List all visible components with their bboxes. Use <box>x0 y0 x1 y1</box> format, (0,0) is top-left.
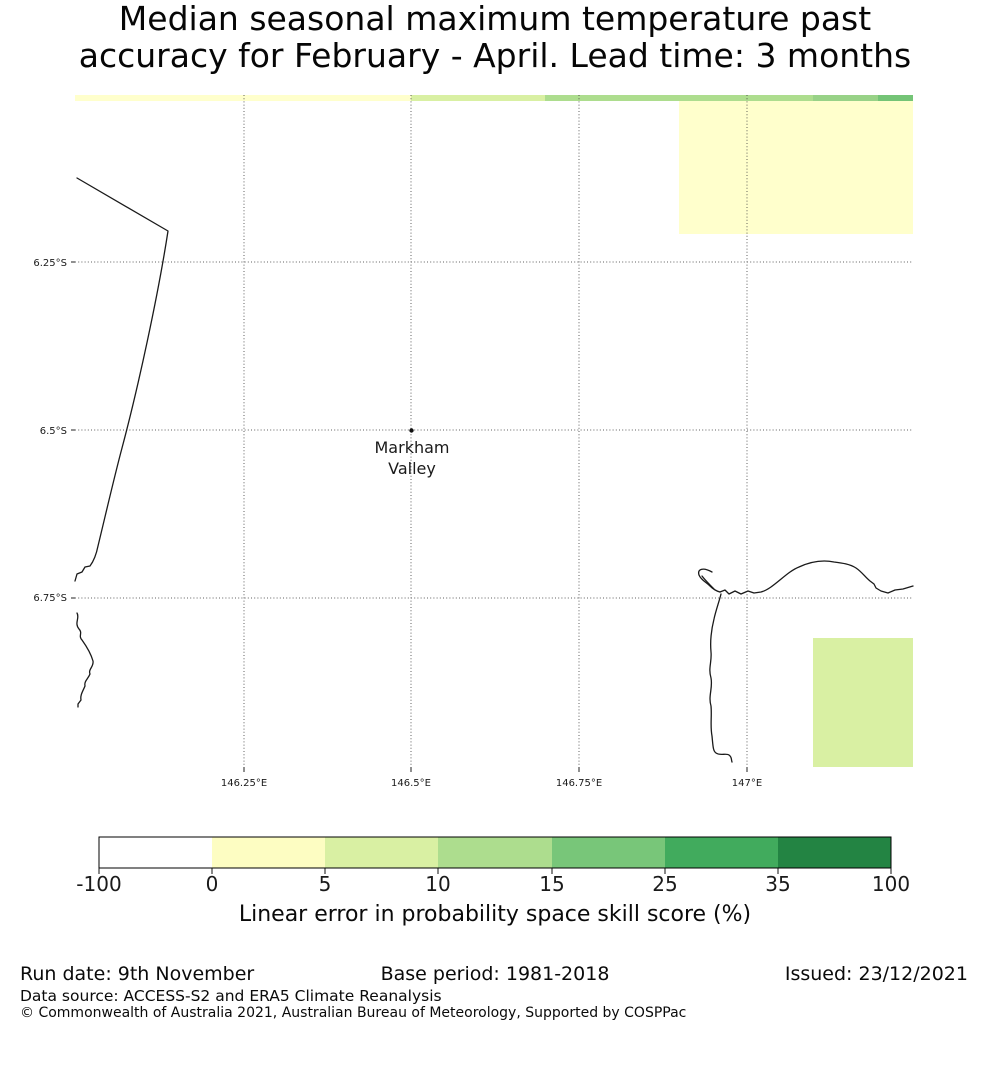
strip-cell <box>878 95 913 101</box>
colorbar-tick-label: 0 <box>205 872 219 896</box>
colorbar-segment <box>99 837 212 868</box>
colorbar-tick-label: 25 <box>652 872 678 896</box>
lon-label: 146.5°E <box>391 778 431 789</box>
colorbar-tick-label: 10 <box>425 872 451 896</box>
run-date-text: Run date: 9th November <box>20 963 255 985</box>
colorbar-tick-label: 100 <box>871 872 911 896</box>
strip-cell <box>75 95 411 101</box>
lon-label: 146.25°E <box>220 778 268 789</box>
issued-date-text: Issued: 23/12/2021 <box>784 963 968 985</box>
lat-label: 6.75°S <box>33 593 67 604</box>
copyright-text: © Commonwealth of Australia 2021, Australian Bureau of Meteorology, Supported by COSPPac <box>20 1005 687 1021</box>
lat-label: 6.25°S <box>33 258 67 269</box>
lon-axis-labels <box>221 778 762 789</box>
strip-cell <box>813 95 878 101</box>
coastlines <box>75 178 913 762</box>
place-label-line2: Valley <box>388 459 436 478</box>
strip-cell <box>411 95 545 101</box>
colorbar-tick-label: -100 <box>76 872 122 896</box>
coastline-southwest-squiggle <box>77 613 93 707</box>
coastline-huon-gulf <box>720 561 913 594</box>
coastline-hook-inlet <box>702 576 714 589</box>
lon-label: 146.75°E <box>555 778 603 789</box>
colorbar <box>0 830 990 900</box>
colorbar-segments <box>99 837 891 868</box>
coastline-northwest <box>75 178 168 581</box>
colorbar-segment <box>778 837 891 868</box>
lat-label: 6.5°S <box>39 426 67 437</box>
colorbar-tick-label: 15 <box>539 872 565 896</box>
skill-block-bottom-right <box>813 638 913 767</box>
figure-title-line2: accuracy for February - April. Lead time: 3 months <box>78 36 912 75</box>
colorbar-caption: Linear error in probability space skill score (%) <box>238 902 752 927</box>
strip-cell <box>545 95 813 101</box>
top-strip <box>75 95 913 101</box>
place-label-line1: Markham <box>374 438 450 457</box>
colorbar-segment <box>665 837 778 868</box>
base-period-text: Base period: 1981-2018 <box>380 963 610 985</box>
markham-valley-dot <box>409 428 413 432</box>
colorbar-tick-label: 5 <box>318 872 332 896</box>
coastline-hook-peninsula <box>699 569 720 592</box>
river-markham-mouth <box>710 594 732 762</box>
lon-label: 147°E <box>731 778 763 789</box>
colorbar-tick-label: 35 <box>765 872 791 896</box>
axis-ticks <box>71 262 747 772</box>
colorbar-tick-labels <box>76 872 910 896</box>
lat-axis-labels <box>33 258 67 604</box>
colorbar-segment <box>212 837 325 868</box>
colorbar-segment <box>325 837 438 868</box>
colorbar-segment <box>438 837 552 868</box>
data-source-text: Data source: ACCESS-S2 and ERA5 Climate Reanalysis <box>20 987 442 1005</box>
colorbar-segment <box>552 837 665 868</box>
figure-title-line1: Median seasonal maximum temperature past <box>118 0 872 38</box>
skill-block-top-right <box>679 101 913 234</box>
